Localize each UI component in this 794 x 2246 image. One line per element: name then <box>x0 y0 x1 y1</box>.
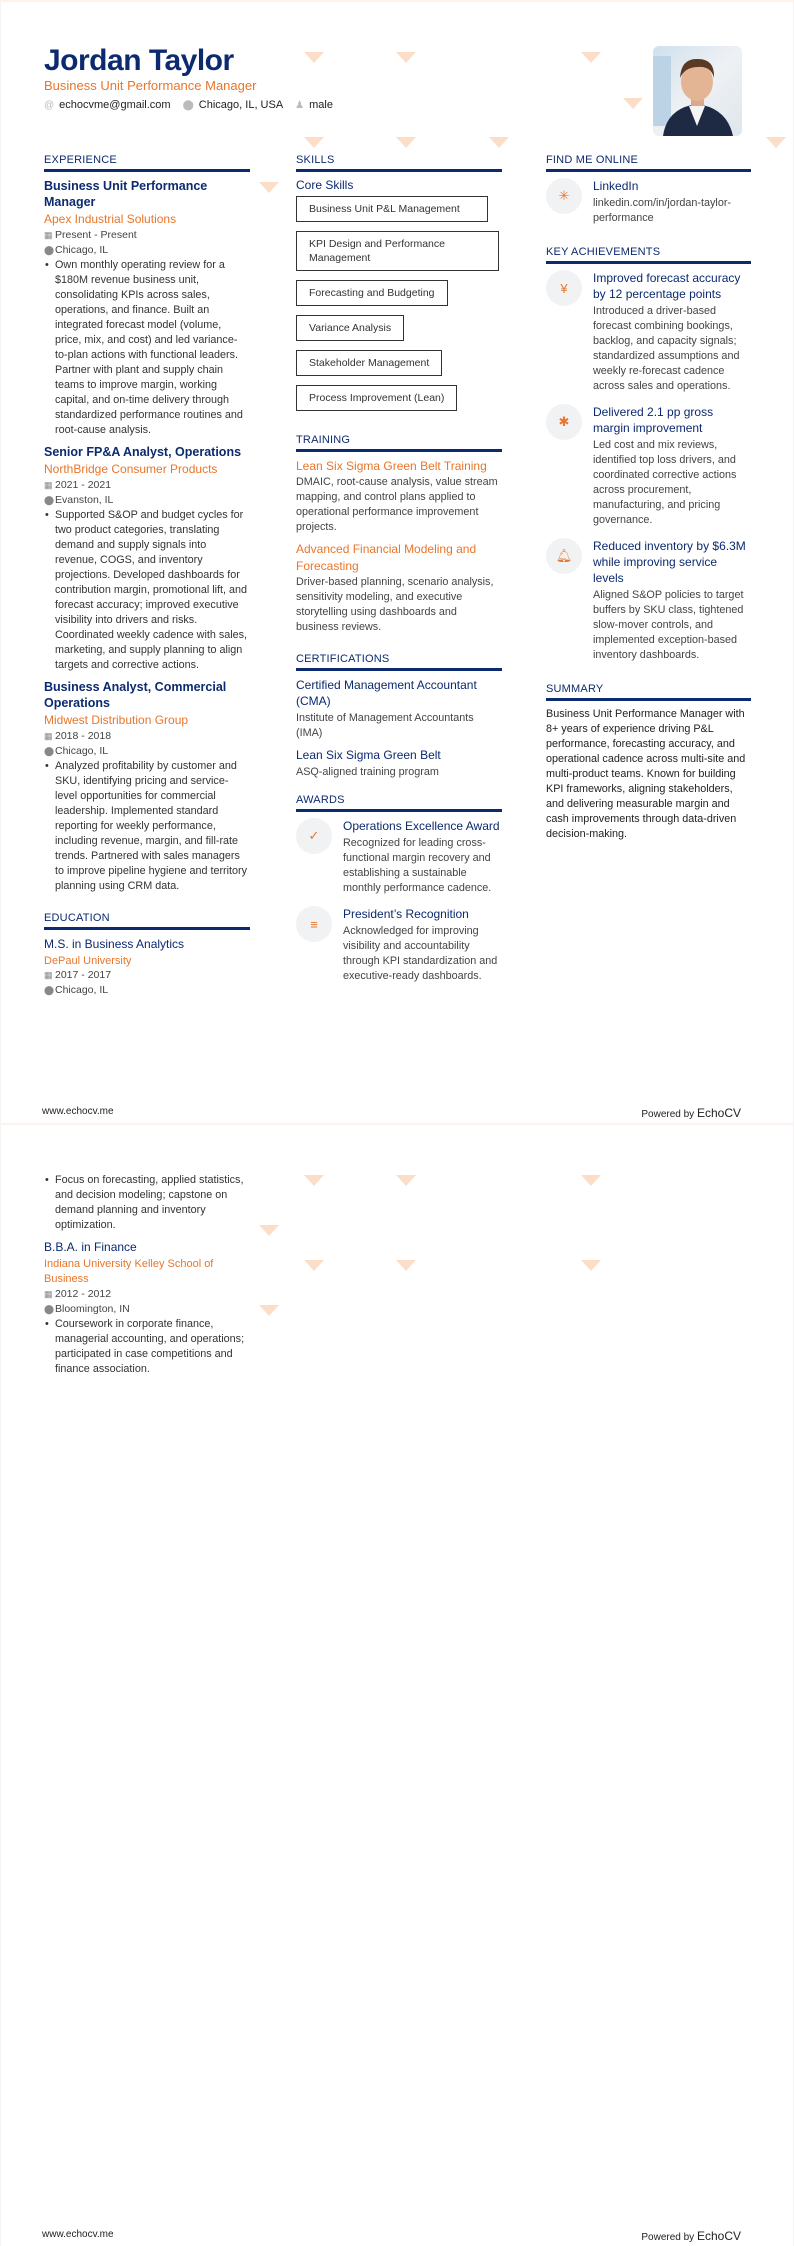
experience-item <box>44 679 250 894</box>
achievement-desc: Led cost and mix reviews, identified top loss drivers, and coordinated corrective actions across procurement, manufacturing, and pricing governance. <box>593 439 737 526</box>
decor-triangle <box>259 1305 279 1316</box>
section-heading-certifications: CERTIFICATIONS <box>296 653 502 671</box>
map-pin-icon: ⬤ <box>44 495 55 505</box>
linkedin-icon: ✳ <box>546 178 582 214</box>
training-title: Advanced Financial Modeling and Forecasting <box>296 542 477 573</box>
gender: ♟ male <box>295 99 333 111</box>
lines-icon: ≡ <box>296 906 332 942</box>
achievement-item <box>546 538 751 669</box>
degree: B.B.A. in Finance <box>44 1240 137 1254</box>
section-heading-summary: SUMMARY <box>546 683 751 701</box>
calendar-icon: ▦ <box>44 480 53 490</box>
achievement-desc: Aligned S&OP policies to target buffers by SKU class, tightened slow-mover controls, and implemented exception-based inventory dashboards. <box>593 589 744 661</box>
job-role: Business Analyst, Commercial Operations <box>44 680 227 710</box>
job-role: Senior FP&A Analyst, Operations <box>44 445 242 459</box>
achievement-desc: Introduced a driver-based forecast combining bookings, backlog, and capacity signals; standardized assumptions and weekly re-forecast cadence across sales and operations. <box>593 305 740 392</box>
decor-triangle <box>259 182 279 193</box>
calendar-icon: ▦ <box>44 970 53 980</box>
calendar-icon: ▦ <box>44 1289 53 1299</box>
candidate-title: Business Unit Performance Manager <box>44 78 257 93</box>
skill-chip: Variance Analysis <box>296 315 404 341</box>
certification-title: Lean Six Sigma Green Belt <box>296 748 441 762</box>
skill-chip: Forecasting and Budgeting <box>296 280 448 306</box>
school: Indiana University Kelley School of Business <box>44 1258 214 1285</box>
company: Apex Industrial Solutions <box>44 212 177 226</box>
candidate-name: Jordan Taylor <box>44 44 234 77</box>
section-heading-training: TRAINING <box>296 434 502 452</box>
education-bullet: • Coursework in corporate finance, managerial accounting, and operations; participated in case competitions and finance association. <box>44 1317 250 1377</box>
decor-triangle <box>581 52 601 63</box>
left-column-continued <box>44 1173 250 1377</box>
achievement-title: Improved forecast accuracy by 12 percentage points <box>593 271 741 301</box>
right-column <box>546 154 751 848</box>
bell-icon: 🔔︎ <box>546 538 582 574</box>
certification-title: Certified Management Accountant (CMA) <box>296 678 477 708</box>
summary-text: Business Unit Performance Manager with 8+ years of experience driving P&L performance, forecasting accuracy, and operational cadence across multi-site and multi-product teams. Known for building KPI frameworks, aligning stakeholders, and delivering measurable margin and cash improvements through data-driven decision-making. <box>546 708 746 840</box>
decor-triangle <box>489 137 509 148</box>
section-heading-achievements: KEY ACHIEVEMENTS <box>546 246 751 264</box>
decor-triangle <box>304 52 324 63</box>
job-bullet: • Supported S&OP and budget cycles for two product categories, translating demand and supply signals into revenue, COGS, and inventory projections. Developed dashboards for contribution margin, promotional lift, and forecast accuracy; improved executive visibility into drivers and risks. Coordinated weekly cadence with sales, marketing, and supply planning to align targets and corrective actions. <box>44 508 250 673</box>
decor-triangle <box>581 1175 601 1186</box>
map-pin-icon: ⬤ <box>44 746 55 756</box>
skill-chip: Stakeholder Management <box>296 350 442 376</box>
linkedin-link[interactable] <box>546 178 751 232</box>
contact-info <box>44 99 333 111</box>
decor-triangle <box>581 1260 601 1271</box>
job-location: Chicago, IL <box>55 745 109 757</box>
map-pin-icon: ⬤ <box>44 1304 55 1314</box>
skill-chip: Business Unit P&L Management <box>296 196 488 222</box>
job-location: Evanston, IL <box>55 494 114 506</box>
decor-triangle <box>396 1260 416 1271</box>
profile-photo <box>653 46 742 136</box>
calendar-icon: ▦ <box>44 731 53 741</box>
award-desc: Acknowledged for improving visibility and accountability through KPI standardization and executive-ready dashboards. <box>343 925 498 982</box>
calendar-icon: ▦ <box>44 230 53 240</box>
section-heading-awards: AWARDS <box>296 794 502 812</box>
job-dates: 2018 - 2018 <box>55 730 112 742</box>
degree: M.S. in Business Analytics <box>44 937 185 951</box>
decor-triangle <box>623 98 643 109</box>
award-title: Operations Excellence Award <box>343 819 500 833</box>
decor-triangle <box>304 137 324 148</box>
section-heading-experience: EXPERIENCE <box>44 154 250 172</box>
brand-link[interactable]: EchoCV <box>696 1106 741 1120</box>
job-bullet: • Analyzed profitability by customer and SKU, identifying pricing and service-level opportunities for commercial leadership. Implemented standard reporting for weekly performance, including revenue, margin, and fill-rate trends. Partnered with sales managers to improve pipeline hygiene and territory planning using CRM data. <box>44 759 250 894</box>
map-pin-icon: ⬤ <box>44 245 55 255</box>
section-heading-skills: SKILLS <box>296 154 502 172</box>
footer-site-link[interactable]: www.echocv.me <box>42 2229 114 2240</box>
award-desc: Recognized for leading cross-functional margin recovery and establishing a sustainable monthly performance cadence. <box>343 837 492 894</box>
job-bullet: • Own monthly operating review for a $180M revenue business unit, consolidating KPIs across sales, operations, and finance. Built an integrated forecast model (volume, price, mix, and cost) and led variance-to-plan actions with functional leaders. Partner with plant and supply chain teams to improve margin, working capital, and on-time delivery through standardized performance routines and root-cause analysis. <box>44 258 250 438</box>
linkedin-label: LinkedIn <box>593 179 639 193</box>
middle-column <box>296 154 502 994</box>
person-icon: ♟ <box>295 100 305 111</box>
award-title: President’s Recognition <box>343 907 469 921</box>
resume-page-2 <box>0 1123 794 2246</box>
certification-issuer: ASQ-aligned training program <box>296 766 439 778</box>
at-icon: @ <box>44 100 55 111</box>
award-item <box>296 818 502 902</box>
decor-triangle <box>259 1225 279 1236</box>
location: ⬤ Chicago, IL, USA <box>182 99 284 111</box>
experience-item <box>44 444 250 673</box>
decor-triangle <box>396 52 416 63</box>
achievement-item <box>546 270 751 400</box>
skill-chip: KPI Design and Performance Management <box>296 231 499 271</box>
decor-triangle <box>396 137 416 148</box>
certification-issuer: Institute of Management Accountants (IMA) <box>296 712 474 739</box>
training-desc: Driver-based planning, scenario analysis, sensitivity modeling, and executive storytelling using dashboards and business reviews. <box>296 576 494 633</box>
yen-coin-icon: ¥ <box>546 270 582 306</box>
training-title: Lean Six Sigma Green Belt Training <box>296 459 487 473</box>
check-icon: ✓ <box>296 818 332 854</box>
job-dates: 2021 - 2021 <box>55 479 112 491</box>
footer-powered: Powered by EchoCV <box>641 2229 741 2243</box>
achievement-item <box>546 404 751 534</box>
skill-chip: Process Improvement (Lean) <box>296 385 457 411</box>
company: NorthBridge Consumer Products <box>44 462 218 476</box>
map-pin-icon: ⬤ <box>182 100 194 111</box>
experience-item <box>44 178 250 438</box>
footer-powered: Powered by EchoCV <box>641 1106 741 1120</box>
decor-triangle <box>396 1175 416 1186</box>
linkedin-url[interactable]: linkedin.com/in/jordan-taylor-performance <box>593 197 732 224</box>
email[interactable]: @ echocvme@gmail.com <box>44 99 171 111</box>
left-column <box>44 154 250 998</box>
map-pin-icon: ⬤ <box>44 985 55 995</box>
decor-triangle <box>304 1175 324 1186</box>
job-location: Chicago, IL <box>55 244 109 256</box>
achievement-title: Reduced inventory by $6.3M while improving service levels <box>593 539 746 585</box>
decor-triangle <box>766 137 786 148</box>
brand-link[interactable]: EchoCV <box>696 2229 741 2243</box>
achievement-title: Delivered 2.1 pp gross margin improvement <box>593 405 714 435</box>
training-desc: DMAIC, root-cause analysis, value stream mapping, and control plans applied to operational performance improvement projects. <box>296 476 498 533</box>
section-heading-online: FIND ME ONLINE <box>546 154 751 172</box>
job-role: Business Unit Performance Manager <box>44 179 208 209</box>
decor-triangle <box>304 1260 324 1271</box>
education-item: B.B.A. in Finance Indiana University Kelley School of Business ▦ 2012 - 2012 ⬤Bloomington, IN • Coursework in corporate finance, managerial accounting, and operations; participated in case competitions and finance association. <box>44 1239 250 1377</box>
bug-icon: ✱ <box>546 404 582 440</box>
education-item: M.S. in Business Analytics DePaul University ▦ 2017 - 2017 ⬤Chicago, IL <box>44 936 250 998</box>
job-dates: Present - Present <box>55 229 137 241</box>
education-bullet: • Focus on forecasting, applied statistics, and decision modeling; capstone on demand planning and inventory optimization. <box>44 1173 250 1233</box>
award-item <box>296 906 502 990</box>
section-heading-education: EDUCATION <box>44 912 250 930</box>
skills-group-heading: Core Skills <box>296 178 354 192</box>
school: DePaul University <box>44 955 132 967</box>
company: Midwest Distribution Group <box>44 713 189 727</box>
footer-site-link[interactable]: www.echocv.me <box>42 1106 114 1117</box>
